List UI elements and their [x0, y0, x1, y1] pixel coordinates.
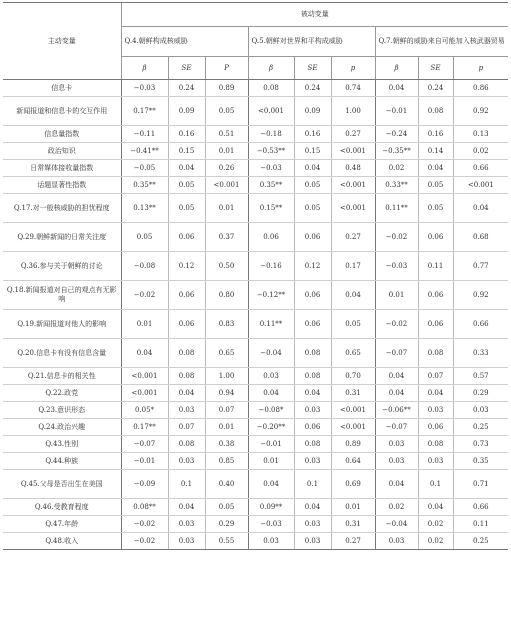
table-row [3, 281, 508, 310]
table-row [3, 419, 508, 436]
table-body [3, 80, 508, 550]
table-row [3, 453, 508, 470]
table-row [3, 223, 508, 252]
table-row [3, 436, 508, 453]
table-cell: 0.04 [418, 385, 453, 402]
table-cell: 0.04 [168, 385, 205, 402]
table-cell: 0.31 [331, 516, 375, 533]
row-label: Q.17.对一般核威胁的担忧程度 [3, 194, 121, 223]
table-cell: 0.1 [294, 470, 331, 499]
table-cell: 0.01 [375, 281, 418, 310]
table-cell: 0.02 [418, 533, 453, 550]
table-cell: 0.06 [248, 223, 294, 252]
table-cell: <0.001 [248, 97, 294, 126]
row-label: 新闻报道和信息卡的交互作用 [3, 97, 121, 126]
table-cell: −0.08* [248, 402, 294, 419]
table-cell: 0.04 [248, 385, 294, 402]
stat-header: β [121, 57, 168, 80]
table-cell: 0.04 [375, 470, 418, 499]
table-cell: <0.001 [331, 143, 375, 160]
table-cell: 0.08 [294, 436, 331, 453]
table-cell: 0.29 [205, 516, 248, 533]
table-cell: 0.70 [331, 368, 375, 385]
table-cell: 0.07 [168, 419, 205, 436]
table-cell: 0.40 [205, 470, 248, 499]
table-cell: 0.50 [205, 252, 248, 281]
table-cell: 0.05 [294, 194, 331, 223]
table-cell: 0.57 [453, 368, 508, 385]
table-cell: 0.03 [294, 533, 331, 550]
table-cell: 0.08 [418, 97, 453, 126]
table-cell: −0.02 [375, 223, 418, 252]
table-cell: 0.06 [294, 419, 331, 436]
table-cell: −0.35** [375, 143, 418, 160]
table-cell: 0.03 [375, 533, 418, 550]
table-cell: 0.17** [121, 97, 168, 126]
table-cell: 0.02 [375, 160, 418, 177]
table-cell: −0.02 [121, 281, 168, 310]
table-cell: 0.33** [375, 177, 418, 194]
table-cell: 0.89 [205, 80, 248, 97]
table-cell: −0.01 [248, 436, 294, 453]
row-label: Q.22.政党 [3, 385, 121, 402]
row-label: Q.43.性别 [3, 436, 121, 453]
table-cell: 0.65 [205, 339, 248, 368]
table-cell: −0.18 [248, 126, 294, 143]
table-cell: 0.35** [248, 177, 294, 194]
table-cell: 0.03 [168, 402, 205, 419]
table-cell: 0.13 [453, 126, 508, 143]
table-cell: 0.04 [168, 499, 205, 516]
table-cell: 0.03 [418, 453, 453, 470]
table-cell: −0.09 [121, 470, 168, 499]
table-cell: −0.24 [375, 126, 418, 143]
table-cell: 0.02 [453, 143, 508, 160]
table-cell: 0.05 [205, 97, 248, 126]
table-cell: 0.04 [294, 385, 331, 402]
table-cell: 0.38 [205, 436, 248, 453]
stat-header: p [453, 57, 508, 80]
table-cell: 0.83 [205, 310, 248, 339]
table-cell: 0.03 [248, 533, 294, 550]
table-cell: 0.29 [453, 385, 508, 402]
table-cell: 0.73 [453, 436, 508, 453]
table-cell: −0.07 [121, 436, 168, 453]
table-cell: 0.25 [453, 419, 508, 436]
table-cell: 0.03 [294, 516, 331, 533]
table-cell: <0.001 [453, 177, 508, 194]
table-cell: 0.01 [248, 453, 294, 470]
table-cell: 0.04 [294, 160, 331, 177]
table-cell: 0.15** [248, 194, 294, 223]
dependent-variable-header: 被动变量 [121, 3, 508, 27]
table-cell: −0.20** [248, 419, 294, 436]
stat-header: P [205, 57, 248, 80]
table-cell: −0.02 [375, 310, 418, 339]
table-cell: 0.09** [248, 499, 294, 516]
table-cell: 0.35 [453, 453, 508, 470]
table-cell: 0.08 [418, 339, 453, 368]
table-cell: 0.94 [205, 385, 248, 402]
table-cell: 0.85 [205, 453, 248, 470]
table-cell: −0.05 [121, 160, 168, 177]
table-cell: −0.41** [121, 143, 168, 160]
table-cell: 0.08 [168, 368, 205, 385]
table-cell: 0.06 [294, 310, 331, 339]
table-cell: 0.05* [121, 402, 168, 419]
table-cell: 0.71 [453, 470, 508, 499]
regression-table [3, 2, 508, 550]
stat-header: p [331, 57, 375, 80]
table-cell: 0.05 [331, 310, 375, 339]
table-cell: 0.16 [418, 126, 453, 143]
group-header-q7: Q.7.朝鲜的威胁来自可能加入核武器贸易 [375, 27, 508, 57]
table-cell: 0.05 [418, 194, 453, 223]
table-cell: 0.24 [168, 80, 205, 97]
table-cell: 0.02 [418, 516, 453, 533]
table-cell: 1.00 [331, 97, 375, 126]
table-cell: 0.08 [294, 339, 331, 368]
table-cell: 0.08 [418, 436, 453, 453]
table-cell: 0.04 [168, 160, 205, 177]
table-row [3, 385, 508, 402]
table-cell: 0.86 [453, 80, 508, 97]
row-label: Q.29.朝鲜新闻的日常关注度 [3, 223, 121, 252]
table-cell: 0.02 [375, 499, 418, 516]
table-cell: −0.06** [375, 402, 418, 419]
stat-header: SE [168, 57, 205, 80]
table-cell: 0.16 [168, 126, 205, 143]
table-cell: 0.1 [418, 470, 453, 499]
table-row [3, 470, 508, 499]
table-cell: 0.01 [121, 310, 168, 339]
table-cell: 0.15 [168, 143, 205, 160]
table-cell: 0.66 [453, 310, 508, 339]
row-label: 政治知识 [3, 143, 121, 160]
table-cell: 1.00 [205, 368, 248, 385]
table-cell: 0.08 [168, 339, 205, 368]
table-row [3, 160, 508, 177]
table-cell: 0.04 [418, 499, 453, 516]
table-cell: 0.77 [453, 252, 508, 281]
table-cell: 0.89 [331, 436, 375, 453]
table-cell: 0.06 [168, 281, 205, 310]
table-cell: 0.03 [168, 453, 205, 470]
table-cell: −0.03 [121, 80, 168, 97]
table-row [3, 143, 508, 160]
row-label: Q.47.年龄 [3, 516, 121, 533]
table-cell: −0.04 [248, 339, 294, 368]
table-cell: <0.001 [331, 402, 375, 419]
table-cell: 0.04 [294, 499, 331, 516]
table-row [3, 499, 508, 516]
table-cell: 0.65 [331, 339, 375, 368]
table-cell: 0.16 [294, 126, 331, 143]
table-cell: 0.09 [168, 97, 205, 126]
table-cell: 0.66 [453, 499, 508, 516]
table-cell: 0.15 [294, 143, 331, 160]
table-cell: 0.01 [205, 194, 248, 223]
table-cell: 0.03 [375, 436, 418, 453]
table-cell: −0.11 [121, 126, 168, 143]
table-row [3, 402, 508, 419]
table-cell: 0.14 [418, 143, 453, 160]
table-cell: 0.05 [418, 177, 453, 194]
row-label: Q.45.父母是否出生在美国 [3, 470, 121, 499]
table-cell: <0.001 [205, 177, 248, 194]
table-row [3, 516, 508, 533]
table-cell: 0.08 [248, 80, 294, 97]
table-cell: 0.12 [294, 252, 331, 281]
table-cell: −0.01 [375, 97, 418, 126]
table-cell: 0.01 [205, 419, 248, 436]
table-cell: 0.92 [453, 97, 508, 126]
table-cell: 0.03 [168, 516, 205, 533]
table-cell: −0.12** [248, 281, 294, 310]
table-cell: −0.07 [375, 339, 418, 368]
table-cell: 0.64 [331, 453, 375, 470]
table-cell: <0.001 [121, 385, 168, 402]
table-cell: 0.01 [205, 143, 248, 160]
stat-header: SE [418, 57, 453, 80]
table-row [3, 533, 508, 550]
table-row [3, 310, 508, 339]
table-row [3, 339, 508, 368]
table-cell: −0.03 [375, 252, 418, 281]
table-cell: 0.09 [294, 97, 331, 126]
table-cell: 0.04 [375, 80, 418, 97]
table-cell: <0.001 [121, 368, 168, 385]
row-label: Q.46.受教育程度 [3, 499, 121, 516]
table-cell: 0.03 [375, 453, 418, 470]
table-row [3, 97, 508, 126]
group-header-q5: Q.5.朝鲜对世界和平构成威胁 [248, 27, 375, 57]
table-cell: 0.69 [331, 470, 375, 499]
table-cell: 0.01 [331, 499, 375, 516]
table-cell: −0.03 [248, 516, 294, 533]
table-cell: 0.27 [331, 223, 375, 252]
row-label: 信息卡 [3, 80, 121, 97]
table-cell: 0.27 [331, 533, 375, 550]
table-cell: 0.13** [121, 194, 168, 223]
row-label: Q.44.种族 [3, 453, 121, 470]
table-cell: 0.07 [205, 402, 248, 419]
table-row [3, 252, 508, 281]
table-row [3, 177, 508, 194]
table-cell: 0.06 [418, 281, 453, 310]
table-cell: 0.66 [453, 160, 508, 177]
table-cell: 0.12 [168, 252, 205, 281]
table-cell: 0.11 [453, 516, 508, 533]
group-header-q4: Q.4.朝鲜构成核威胁 [121, 27, 248, 57]
table-cell: 0.03 [248, 368, 294, 385]
table-cell: 0.33 [453, 339, 508, 368]
table-cell: −0.03 [248, 160, 294, 177]
table-cell: 0.74 [331, 80, 375, 97]
table-cell: 0.03 [294, 453, 331, 470]
table-cell: 0.55 [205, 533, 248, 550]
table-cell: 0.27 [331, 126, 375, 143]
table-cell: 0.04 [121, 339, 168, 368]
table-cell: 0.04 [418, 160, 453, 177]
table-cell: 0.06 [168, 223, 205, 252]
table-row [3, 126, 508, 143]
table-cell: 0.04 [248, 470, 294, 499]
table-cell: 0.03 [418, 402, 453, 419]
table-cell: −0.02 [121, 533, 168, 550]
table-cell: 0.17** [121, 419, 168, 436]
table-cell: 0.07 [418, 368, 453, 385]
row-label: Q.21.信息卡的相关性 [3, 368, 121, 385]
table-row [3, 80, 508, 97]
table-cell: −0.07 [375, 419, 418, 436]
row-label: Q.36.参与关于朝鲜的讨论 [3, 252, 121, 281]
table-cell: 0.31 [331, 385, 375, 402]
table-cell: 0.92 [453, 281, 508, 310]
table-cell: −0.16 [248, 252, 294, 281]
table-cell: −0.04 [375, 516, 418, 533]
table-cell: 0.03 [168, 533, 205, 550]
table-cell: −0.53** [248, 143, 294, 160]
table-cell: −0.02 [121, 516, 168, 533]
table-cell: 0.06 [294, 281, 331, 310]
table-cell: 0.04 [331, 281, 375, 310]
table-cell: 0.05 [168, 177, 205, 194]
row-label: Q.20.信息卡有没有信息含量 [3, 339, 121, 368]
table-cell: 0.51 [205, 126, 248, 143]
table-cell: 0.24 [418, 80, 453, 97]
table-row [3, 368, 508, 385]
table-cell: 0.08** [121, 499, 168, 516]
table-cell: 0.06 [418, 310, 453, 339]
row-label: 话题显著性指数 [3, 177, 121, 194]
table-cell: 0.11 [418, 252, 453, 281]
row-label: Q.23.意识形态 [3, 402, 121, 419]
table-cell: 0.37 [205, 223, 248, 252]
row-label: Q.19.新闻报道对他人的影响 [3, 310, 121, 339]
table-cell: 0.08 [168, 436, 205, 453]
table-cell: 0.11** [375, 194, 418, 223]
table-cell: 0.35** [121, 177, 168, 194]
table-cell: 0.03 [294, 402, 331, 419]
table-cell: 0.05 [168, 194, 205, 223]
table-cell: 0.03 [453, 402, 508, 419]
table-cell: 0.48 [331, 160, 375, 177]
table-cell: 0.06 [418, 223, 453, 252]
stat-header: β [375, 57, 418, 80]
table-cell: 0.68 [453, 223, 508, 252]
table-row [3, 194, 508, 223]
table-cell: 0.11** [248, 310, 294, 339]
row-label: Q.48.收入 [3, 533, 121, 550]
table-cell: −0.08 [121, 252, 168, 281]
table-cell: <0.001 [331, 419, 375, 436]
table-cell: 0.04 [453, 194, 508, 223]
table-cell: <0.001 [331, 177, 375, 194]
row-label: Q.18.新闻报道对自己的观点有无影响 [3, 281, 121, 310]
table-cell: 0.26 [205, 160, 248, 177]
table-cell: 0.1 [168, 470, 205, 499]
table-cell: 0.24 [294, 80, 331, 97]
row-label: Q.24.政治兴趣 [3, 419, 121, 436]
row-label: 信息量指数 [3, 126, 121, 143]
stat-header: β [248, 57, 294, 80]
independent-variable-header: 主动变量 [3, 3, 121, 80]
table-cell: 0.06 [294, 223, 331, 252]
table-cell: −0.01 [121, 453, 168, 470]
stat-header: SE [294, 57, 331, 80]
table-cell: 0.25 [453, 533, 508, 550]
table-cell: 0.05 [294, 177, 331, 194]
table-cell: 0.17 [331, 252, 375, 281]
table-cell: 0.06 [168, 310, 205, 339]
table-cell: 0.06 [418, 419, 453, 436]
row-label: 日常媒体接收量指数 [3, 160, 121, 177]
table-cell: <0.001 [331, 194, 375, 223]
table-cell: 0.04 [375, 385, 418, 402]
table-cell: 0.05 [121, 223, 168, 252]
table-cell: 0.80 [205, 281, 248, 310]
table-cell: 0.04 [375, 368, 418, 385]
table-cell: 0.08 [294, 368, 331, 385]
table-cell: 0.05 [205, 499, 248, 516]
